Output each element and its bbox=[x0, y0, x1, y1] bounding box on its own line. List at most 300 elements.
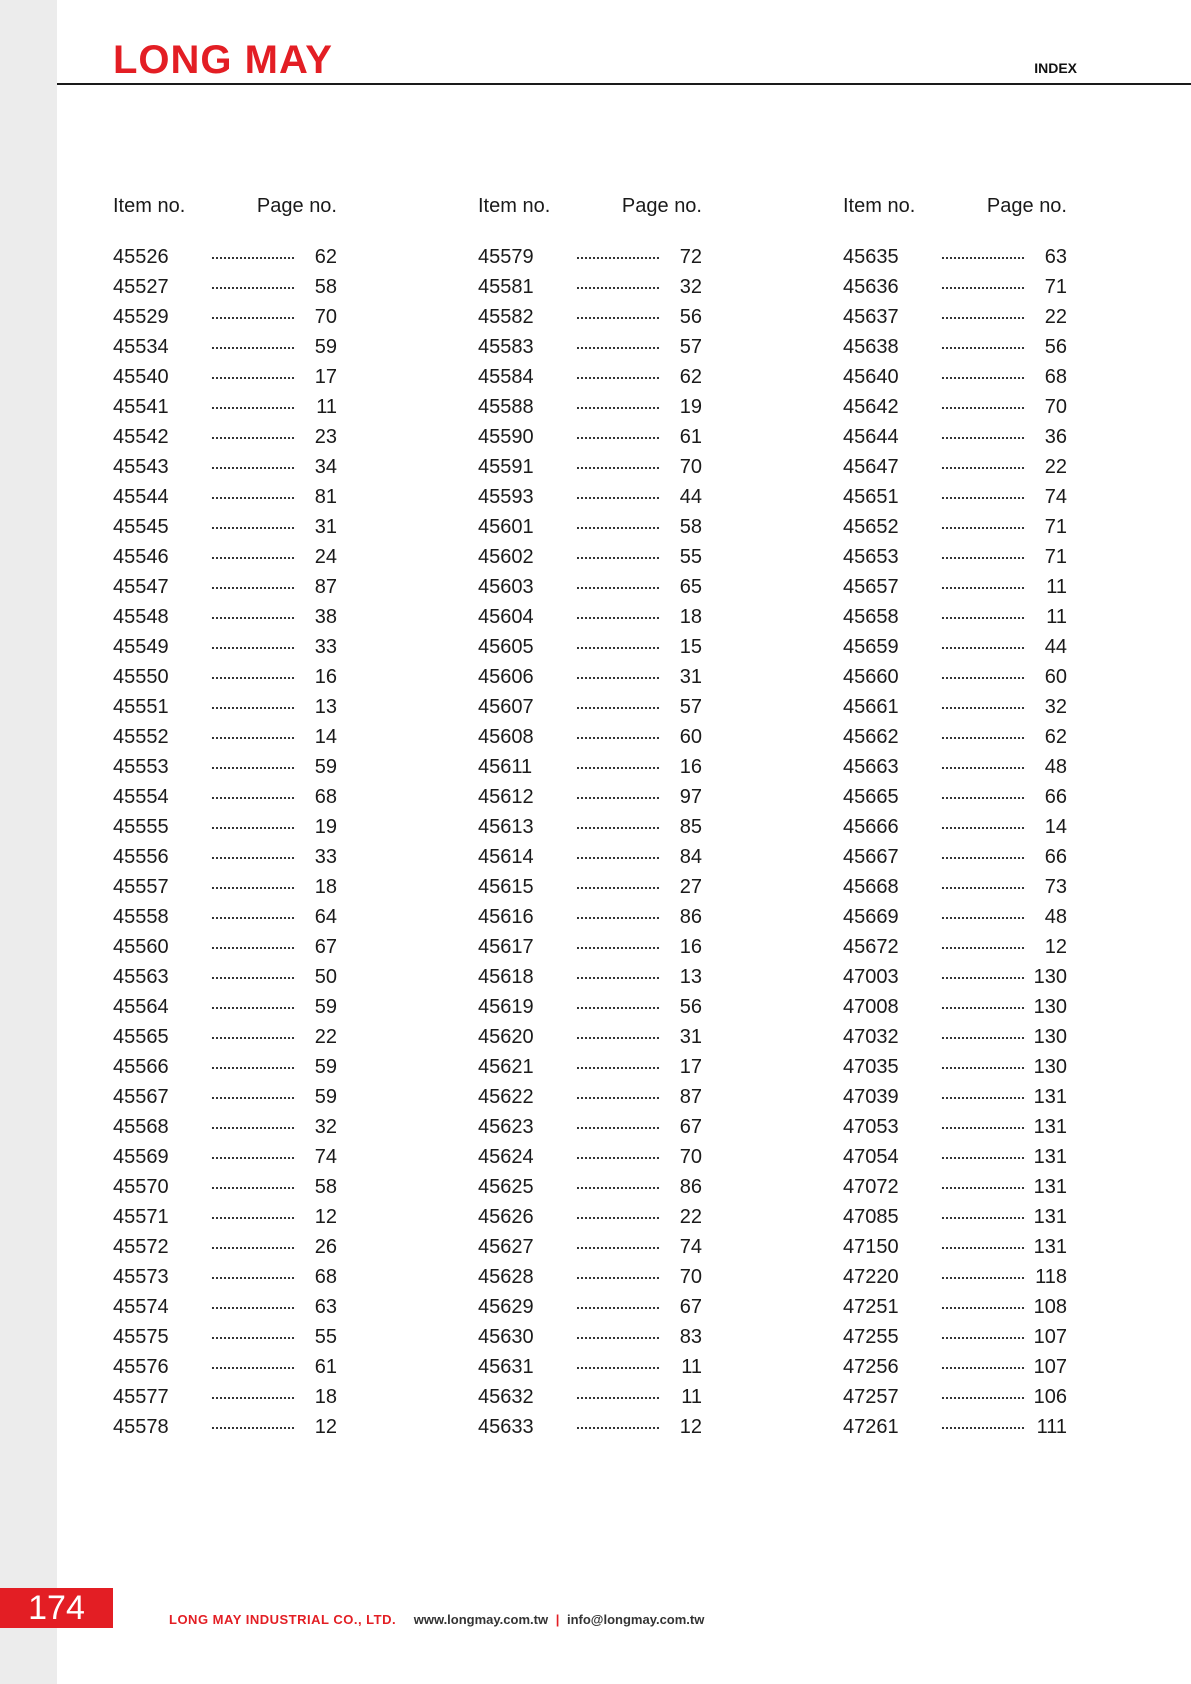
index-rows bbox=[113, 242, 337, 1442]
item-number: 45557 bbox=[113, 876, 169, 898]
index-row bbox=[843, 812, 1067, 842]
dot-leader bbox=[212, 1337, 294, 1339]
item-number: 45635 bbox=[843, 246, 899, 268]
index-row bbox=[113, 872, 337, 902]
item-number: 45621 bbox=[478, 1056, 534, 1078]
item-number: 47054 bbox=[843, 1146, 899, 1168]
page-number-value: 62 bbox=[314, 246, 337, 268]
dot-leader bbox=[942, 437, 1024, 439]
dot-leader bbox=[212, 347, 294, 349]
page-number-value: 67 bbox=[679, 1296, 702, 1318]
page-number-value: 63 bbox=[314, 1296, 337, 1318]
dot-leader bbox=[212, 437, 294, 439]
dot-leader bbox=[212, 1277, 294, 1279]
index-row bbox=[113, 992, 337, 1022]
page-number-value: 107 bbox=[1033, 1356, 1067, 1378]
page-number-value: 12 bbox=[314, 1206, 337, 1228]
index-column-3 bbox=[843, 192, 1067, 1442]
dot-leader bbox=[212, 497, 294, 499]
item-number: 45568 bbox=[113, 1116, 169, 1138]
index-row bbox=[478, 302, 702, 332]
index-row bbox=[478, 932, 702, 962]
index-row bbox=[113, 722, 337, 752]
item-number: 45545 bbox=[113, 516, 169, 538]
footer-website-link[interactable]: www.longmay.com.tw bbox=[413, 1612, 549, 1627]
dot-leader bbox=[577, 407, 659, 409]
index-row bbox=[843, 1022, 1067, 1052]
dot-leader bbox=[942, 1427, 1024, 1429]
index-row bbox=[478, 1232, 702, 1262]
page-number-value: 130 bbox=[1033, 1026, 1067, 1048]
index-row bbox=[113, 1382, 337, 1412]
dot-leader bbox=[212, 977, 294, 979]
index-row bbox=[113, 1232, 337, 1262]
item-number: 45551 bbox=[113, 696, 169, 718]
index-row bbox=[843, 572, 1067, 602]
item-number: 45548 bbox=[113, 606, 169, 628]
index-rows bbox=[478, 242, 702, 1442]
item-number: 45667 bbox=[843, 846, 899, 868]
page-number-value: 17 bbox=[679, 1056, 702, 1078]
dot-leader bbox=[942, 287, 1024, 289]
dot-leader bbox=[212, 707, 294, 709]
item-number: 45527 bbox=[113, 276, 169, 298]
index-row bbox=[113, 692, 337, 722]
item-number: 45636 bbox=[843, 276, 899, 298]
index-row bbox=[113, 1352, 337, 1382]
dot-leader bbox=[577, 917, 659, 919]
item-number: 47032 bbox=[843, 1026, 899, 1048]
item-number: 45640 bbox=[843, 366, 899, 388]
index-row bbox=[478, 992, 702, 1022]
page-number-value: 59 bbox=[314, 336, 337, 358]
item-number: 45554 bbox=[113, 786, 169, 808]
page-number-value: 107 bbox=[1033, 1326, 1067, 1348]
index-row bbox=[478, 542, 702, 572]
item-no-header: Item no. bbox=[113, 195, 186, 217]
index-row bbox=[478, 332, 702, 362]
item-number: 45619 bbox=[478, 996, 534, 1018]
dot-leader bbox=[942, 587, 1024, 589]
dot-leader bbox=[212, 677, 294, 679]
index-row bbox=[478, 722, 702, 752]
dot-leader bbox=[942, 1097, 1024, 1099]
page-number-value: 33 bbox=[314, 846, 337, 868]
item-number: 45659 bbox=[843, 636, 899, 658]
page-number-value: 118 bbox=[1035, 1266, 1067, 1288]
index-row bbox=[843, 722, 1067, 752]
dot-leader bbox=[212, 1217, 294, 1219]
dot-leader bbox=[212, 917, 294, 919]
page-number-value: 72 bbox=[679, 246, 702, 268]
index-row bbox=[113, 932, 337, 962]
page-number-value: 14 bbox=[314, 726, 337, 748]
index-row bbox=[843, 1412, 1067, 1442]
index-row bbox=[843, 542, 1067, 572]
dot-leader bbox=[942, 1007, 1024, 1009]
dot-leader bbox=[942, 1397, 1024, 1399]
page-number-value: 19 bbox=[314, 816, 337, 838]
index-row bbox=[113, 452, 337, 482]
item-number: 47251 bbox=[843, 1296, 899, 1318]
dot-leader bbox=[942, 1067, 1024, 1069]
index-row bbox=[478, 1022, 702, 1052]
page-number-value: 18 bbox=[314, 876, 337, 898]
page-number-value: 38 bbox=[314, 606, 337, 628]
index-row bbox=[478, 1172, 702, 1202]
index-column-2 bbox=[478, 192, 702, 1442]
item-number: 45601 bbox=[478, 516, 534, 538]
item-number: 47220 bbox=[843, 1266, 899, 1288]
item-number: 45632 bbox=[478, 1386, 534, 1408]
dot-leader bbox=[942, 1037, 1024, 1039]
index-row bbox=[478, 362, 702, 392]
item-number: 45642 bbox=[843, 396, 899, 418]
index-row bbox=[478, 812, 702, 842]
index-row bbox=[843, 1292, 1067, 1322]
page-number-value: 44 bbox=[1044, 636, 1067, 658]
item-number: 45607 bbox=[478, 696, 534, 718]
item-number: 45672 bbox=[843, 936, 899, 958]
dot-leader bbox=[577, 437, 659, 439]
item-number: 47256 bbox=[843, 1356, 899, 1378]
index-row bbox=[113, 1112, 337, 1142]
index-row bbox=[478, 1052, 702, 1082]
item-number: 45613 bbox=[478, 816, 534, 838]
index-row bbox=[843, 992, 1067, 1022]
index-row bbox=[113, 662, 337, 692]
page-number-value: 13 bbox=[679, 966, 702, 988]
item-number: 45567 bbox=[113, 1086, 169, 1108]
page-number-value: 65 bbox=[679, 576, 702, 598]
page-number-value: 63 bbox=[1044, 246, 1067, 268]
item-number: 45547 bbox=[113, 576, 169, 598]
header-divider bbox=[57, 83, 1191, 85]
dot-leader bbox=[942, 737, 1024, 739]
item-number: 45571 bbox=[113, 1206, 169, 1228]
page-number-value: 11 bbox=[316, 396, 337, 418]
index-row bbox=[113, 1292, 337, 1322]
footer-separator: | bbox=[555, 1612, 560, 1627]
index-row bbox=[113, 272, 337, 302]
index-row bbox=[478, 1202, 702, 1232]
footer-company: LONG MAY INDUSTRIAL CO., LTD. bbox=[169, 1612, 397, 1627]
index-row bbox=[843, 1142, 1067, 1172]
page-number-value: 66 bbox=[1044, 786, 1067, 808]
dot-leader bbox=[577, 1247, 659, 1249]
item-number: 47053 bbox=[843, 1116, 899, 1138]
dot-leader bbox=[577, 887, 659, 889]
index-row bbox=[478, 782, 702, 812]
index-row bbox=[113, 482, 337, 512]
page-number-value: 59 bbox=[314, 756, 337, 778]
dot-leader bbox=[577, 1217, 659, 1219]
dot-leader bbox=[577, 377, 659, 379]
dot-leader bbox=[212, 1157, 294, 1159]
dot-leader bbox=[942, 1247, 1024, 1249]
index-row bbox=[843, 1352, 1067, 1382]
dot-leader bbox=[212, 737, 294, 739]
item-number: 45553 bbox=[113, 756, 169, 778]
item-no-header: Item no. bbox=[478, 195, 551, 217]
page-number-value: 131 bbox=[1033, 1086, 1067, 1108]
index-row bbox=[843, 362, 1067, 392]
index-row bbox=[843, 782, 1067, 812]
item-number: 45663 bbox=[843, 756, 899, 778]
dot-leader bbox=[212, 1247, 294, 1249]
index-row bbox=[843, 902, 1067, 932]
dot-leader bbox=[942, 557, 1024, 559]
index-row bbox=[843, 302, 1067, 332]
item-number: 45633 bbox=[478, 1416, 534, 1438]
dot-leader bbox=[942, 1217, 1024, 1219]
item-number: 45584 bbox=[478, 366, 534, 388]
page-number-value: 64 bbox=[314, 906, 337, 928]
dot-leader bbox=[942, 647, 1024, 649]
page-number-value: 60 bbox=[1044, 666, 1067, 688]
index-row bbox=[478, 1082, 702, 1112]
page-number-value: 16 bbox=[679, 936, 702, 958]
item-number: 45579 bbox=[478, 246, 534, 268]
page-number-value: 130 bbox=[1033, 1056, 1067, 1078]
item-number: 45653 bbox=[843, 546, 899, 568]
page-number-value: 11 bbox=[1046, 606, 1067, 628]
dot-leader bbox=[212, 257, 294, 259]
page-number-value: 68 bbox=[314, 1266, 337, 1288]
index-row bbox=[843, 1052, 1067, 1082]
dot-leader bbox=[942, 827, 1024, 829]
page-number-value: 23 bbox=[314, 426, 337, 448]
item-number: 45605 bbox=[478, 636, 534, 658]
item-number: 45564 bbox=[113, 996, 169, 1018]
item-number: 45612 bbox=[478, 786, 534, 808]
column-header bbox=[843, 192, 1067, 220]
dot-leader bbox=[577, 587, 659, 589]
page-number-value: 62 bbox=[1044, 726, 1067, 748]
page-number-value: 57 bbox=[679, 696, 702, 718]
item-number: 47008 bbox=[843, 996, 899, 1018]
index-row bbox=[478, 842, 702, 872]
dot-leader bbox=[212, 1037, 294, 1039]
index-row bbox=[113, 1142, 337, 1172]
item-number: 45555 bbox=[113, 816, 169, 838]
dot-leader bbox=[212, 797, 294, 799]
index-row bbox=[843, 452, 1067, 482]
item-number: 45583 bbox=[478, 336, 534, 358]
item-number: 45603 bbox=[478, 576, 534, 598]
index-row bbox=[478, 1382, 702, 1412]
item-number: 45623 bbox=[478, 1116, 534, 1138]
dot-leader bbox=[577, 467, 659, 469]
dot-leader bbox=[942, 947, 1024, 949]
page-number-value: 34 bbox=[314, 456, 337, 478]
page-number-value: 86 bbox=[679, 906, 702, 928]
item-number: 45590 bbox=[478, 426, 534, 448]
dot-leader bbox=[577, 797, 659, 799]
item-number: 45593 bbox=[478, 486, 534, 508]
dot-leader bbox=[577, 527, 659, 529]
item-number: 45666 bbox=[843, 816, 899, 838]
index-row bbox=[113, 1082, 337, 1112]
index-row bbox=[843, 242, 1067, 272]
item-number: 45658 bbox=[843, 606, 899, 628]
index-row bbox=[478, 422, 702, 452]
dot-leader bbox=[942, 1367, 1024, 1369]
dot-leader bbox=[942, 1337, 1024, 1339]
section-label: INDEX bbox=[1034, 60, 1077, 76]
dot-leader bbox=[942, 707, 1024, 709]
page-number-value: 31 bbox=[679, 666, 702, 688]
index-row bbox=[843, 512, 1067, 542]
index-row bbox=[478, 1262, 702, 1292]
dot-leader bbox=[212, 407, 294, 409]
dot-leader bbox=[942, 617, 1024, 619]
item-no-header: Item no. bbox=[843, 195, 916, 217]
index-row bbox=[113, 1322, 337, 1352]
dot-leader bbox=[942, 797, 1024, 799]
item-number: 45630 bbox=[478, 1326, 534, 1348]
dot-leader bbox=[942, 917, 1024, 919]
index-row bbox=[113, 392, 337, 422]
item-number: 45628 bbox=[478, 1266, 534, 1288]
item-number: 45647 bbox=[843, 456, 899, 478]
item-number: 45624 bbox=[478, 1146, 534, 1168]
index-row bbox=[843, 1262, 1067, 1292]
page-number-value: 130 bbox=[1033, 966, 1067, 988]
index-row bbox=[478, 1112, 702, 1142]
item-number: 45526 bbox=[113, 246, 169, 268]
dot-leader bbox=[212, 1427, 294, 1429]
dot-leader bbox=[577, 1007, 659, 1009]
index-row bbox=[478, 632, 702, 662]
item-number: 45560 bbox=[113, 936, 169, 958]
page-number-value: 111 bbox=[1036, 1416, 1067, 1438]
page-number-value: 50 bbox=[314, 966, 337, 988]
page-number-value: 18 bbox=[314, 1386, 337, 1408]
item-number: 47003 bbox=[843, 966, 899, 988]
dot-leader bbox=[212, 887, 294, 889]
page-number-value: 71 bbox=[1044, 546, 1067, 568]
page-number-value: 70 bbox=[679, 1146, 702, 1168]
item-number: 45581 bbox=[478, 276, 534, 298]
index-row bbox=[843, 1172, 1067, 1202]
item-number: 45620 bbox=[478, 1026, 534, 1048]
dot-leader bbox=[577, 497, 659, 499]
index-row bbox=[113, 542, 337, 572]
index-row bbox=[478, 272, 702, 302]
item-number: 45604 bbox=[478, 606, 534, 628]
page-number-value: 55 bbox=[314, 1326, 337, 1348]
item-number: 45614 bbox=[478, 846, 534, 868]
page-number-value: 22 bbox=[679, 1206, 702, 1228]
page-number-value: 130 bbox=[1033, 996, 1067, 1018]
item-number: 45611 bbox=[478, 756, 533, 778]
item-number: 45577 bbox=[113, 1386, 169, 1408]
index-row bbox=[843, 422, 1067, 452]
page-number-value: 19 bbox=[679, 396, 702, 418]
page-number-value: 74 bbox=[679, 1236, 702, 1258]
page-number-value: 33 bbox=[314, 636, 337, 658]
dot-leader bbox=[577, 737, 659, 739]
dot-leader bbox=[577, 1277, 659, 1279]
index-row bbox=[478, 902, 702, 932]
dot-leader bbox=[212, 1187, 294, 1189]
item-number: 45573 bbox=[113, 1266, 169, 1288]
page-number-value: 58 bbox=[314, 1176, 337, 1198]
dot-leader bbox=[577, 1337, 659, 1339]
dot-leader bbox=[212, 767, 294, 769]
page-number-value: 108 bbox=[1033, 1296, 1067, 1318]
index-row bbox=[478, 1322, 702, 1352]
index-row bbox=[478, 662, 702, 692]
item-number: 45608 bbox=[478, 726, 534, 748]
dot-leader bbox=[577, 1427, 659, 1429]
dot-leader bbox=[577, 257, 659, 259]
page-number-value: 26 bbox=[314, 1236, 337, 1258]
page-number-value: 70 bbox=[314, 306, 337, 328]
page-number-value: 32 bbox=[1044, 696, 1067, 718]
index-row bbox=[113, 962, 337, 992]
item-number: 45574 bbox=[113, 1296, 169, 1318]
index-row bbox=[478, 872, 702, 902]
footer bbox=[169, 1612, 704, 1627]
dot-leader bbox=[212, 1007, 294, 1009]
page-number-value: 12 bbox=[1044, 936, 1067, 958]
page-number-value: 74 bbox=[314, 1146, 337, 1168]
dot-leader bbox=[942, 767, 1024, 769]
dot-leader bbox=[577, 857, 659, 859]
page-number-value: 73 bbox=[1044, 876, 1067, 898]
page-number-value: 13 bbox=[314, 696, 337, 718]
page-number-value: 44 bbox=[679, 486, 702, 508]
page-number-value: 16 bbox=[314, 666, 337, 688]
dot-leader bbox=[577, 1307, 659, 1309]
page-number-value: 12 bbox=[314, 1416, 337, 1438]
item-number: 45660 bbox=[843, 666, 899, 688]
item-number: 45627 bbox=[478, 1236, 534, 1258]
footer-email-link[interactable]: info@longmay.com.tw bbox=[566, 1612, 705, 1627]
index-row bbox=[113, 842, 337, 872]
page-number-value: 22 bbox=[314, 1026, 337, 1048]
page-number-value: 36 bbox=[1044, 426, 1067, 448]
index-row bbox=[843, 1202, 1067, 1232]
page-number-value: 68 bbox=[1044, 366, 1067, 388]
dot-leader bbox=[212, 1097, 294, 1099]
dot-leader bbox=[942, 407, 1024, 409]
dot-leader bbox=[942, 257, 1024, 259]
index-row bbox=[478, 1292, 702, 1322]
dot-leader bbox=[212, 377, 294, 379]
dot-leader bbox=[942, 377, 1024, 379]
dot-leader bbox=[212, 287, 294, 289]
index-row bbox=[478, 512, 702, 542]
page-number-value: 60 bbox=[679, 726, 702, 748]
page-number-value: 11 bbox=[681, 1386, 702, 1408]
item-number: 45657 bbox=[843, 576, 899, 598]
item-number: 45563 bbox=[113, 966, 169, 988]
index-row bbox=[478, 1142, 702, 1172]
dot-leader bbox=[577, 287, 659, 289]
page-number-value: 55 bbox=[679, 546, 702, 568]
index-row bbox=[843, 842, 1067, 872]
index-row bbox=[843, 1082, 1067, 1112]
dot-leader bbox=[212, 557, 294, 559]
page-number-value: 97 bbox=[679, 786, 702, 808]
item-number: 47035 bbox=[843, 1056, 899, 1078]
page-number-value: 57 bbox=[679, 336, 702, 358]
dot-leader bbox=[942, 977, 1024, 979]
item-number: 45665 bbox=[843, 786, 899, 808]
